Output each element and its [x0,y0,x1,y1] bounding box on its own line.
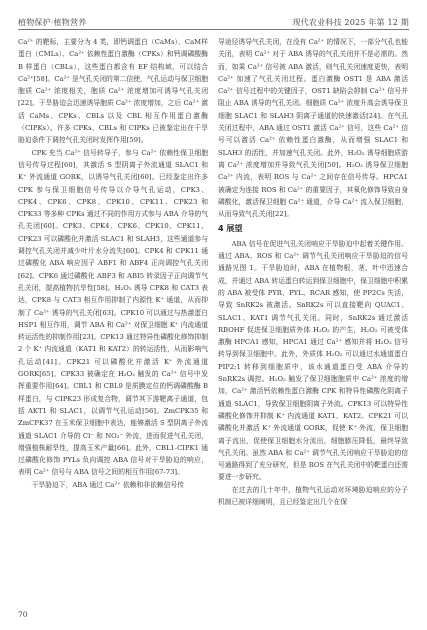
paragraph: 导途径诱导气孔关闭，在没有 Ca²⁺ 的情况下，一部分气孔也能关闭，表明 Ca²⁺ 对于 ABA 诱导的气孔关闭并不是必需的。然而，如果 Ca²⁺ 信号被 ABA 激活，则气孔关闭速度更快，表明 Ca²⁺ 加速了气孔关闭过程。蛋白激酶 OST1 是 ABA 激活 Ca²⁺ 信号过程中的关键因子，OST1 缺陷会抑制 Ca²⁺ 信号并阻止 ABA 诱导的气孔关闭。细胞质 Ca²⁺ 浓度升高会诱导保卫细胞 SLAC1 和 SLAH3 阴离子通道的快速激活[24]。在气孔关闭过程中，ABA 通过 OST1 激活 Ca²⁺ 信号，这些 Ca²⁺ 信号可以激活 Ca²⁺ 依赖性蛋白激酶，从而增强 SLAC1 和 SLAH3 的活性，并加速气孔关闭。此外，H₂O₂ 诱导细胞质游离 Ca²⁺ 浓度增加并导致气孔关闭[50]。H₂O₂ 诱导保卫细胞 Ca²⁺ 内流，表明 ROS 与 Ca²⁺ 之间存在信号传导。HPCA1 被确定为连接 ROS 和 Ca²⁺ 的重要因子，其氧化修饰导致自身磷酸化，激活保卫细胞 Ca²⁺ 通道，介导 Ca²⁺ 流入保卫细胞，从而导致气孔关闭[22]。 [218,38,408,219]
journal-issue-label: 现代农业科技 2025 年第 12 期 [292,18,409,27]
section-heading: 4 展望 [218,224,243,234]
paragraph: 干旱胁迫下，ABA 通过 Ca²⁺ 依赖和非依赖信号传 [31,480,184,489]
left-column [18,36,208,606]
paragraph: CPK 充当 Ca²⁺ 信号转导子，参与 Ca²⁺ 依赖性保卫细胞信号传导过程[60]，其激活 S 型阴离子外流通道 SLAC1 和 K⁺ 外流通道 GORK，以诱导气孔关闭[60]。已经鉴定出许多 CPK 参与保卫细胞信号传导以介导气孔运动，CPK3、CPK4、CPK6、CPK8、CPK10、CPK11、CPK23 和 CPK33 等多种 CPKs 通过不同的作用方式参与 ABA 介导的气孔关闭[60]。CPK3、CPK4、CPK6、CPK10、CPK11、CPK23 可以磷酸化并激活 SLAC1 和 SLAH3，这些通道参与调控气孔关闭并减少叶片水分流失[60]。CPK4 和 CPK11 通过磷酸化 ABA 响应因子 ABF1 和 ABF4 正向调控气孔关闭[62]。CPK6 通过磷酸化 ABF3 和 ABI5 转录因子正向调节气孔关闭，提高植物抗旱性[58]。H₂O₂ 诱导 CPK8 和 CAT3 表达，CPK8 与 CAT3 相互作用抑制了内源性 K⁺ 通道，从而抑制了 Ca²⁺ 诱导的气孔关闭[63]。CPK10 可以通过与热激蛋白 HSP1 相互作用，调节 ABA 和 Ca²⁺ 对保卫细胞 K⁺ 内流通道转运活性的抑制作用[23]。CPK13 通过特异性磷酸化修饰抑制 2 个 K⁺ 内流通道（KAT1 和 KAT2）的转运活性，从而影响气孔运动[41]。CPK21 可以磷酸化并激活 K⁺ 外流通道 GORK[65]。CPK33 被确定在 H₂O₂ 触发的 Ca²⁺ 信号中发挥重要作用[64]。CBL1 和 CBL9 是质膜定位的钙调磷酸酶 B 样蛋白，与 CIPK23 形成复合物，调节其下游靶离子通道，包括 AKT1 和 SLAC1，以调节气孔运动[56]。ZmCPK35 和 ZmCPK37 在玉米保卫细胞中表达，能够激活 S 型阴离子外流通道 SLAC1 介导的 Cl⁻ 和 NO₃⁻ 外流，进而促进气孔关闭，增强植株耐旱性，提高玉米产量[66]。此外，CBL1-CIPK1 通过磷酸化修饰 PYLs 负向调控 ABA 信号对干旱胁迫的响应，表明 Ca²⁺ 信号与 ABA 信号之间的相互作用[67-73]。 [18,148,208,477]
journal-section-label: 植物保护·植物营养 [18,18,87,27]
right-column [218,36,408,606]
page-number: 70 [18,610,28,619]
paragraph: 在过去的几十年中，植物气孔运动对环境胁迫响应的分子机制已被详细阐明，且已经鉴定出几个在保 [218,485,408,506]
running-header [18,12,409,28]
header-rule [18,29,409,30]
paragraph: Ca²⁺ 的靶标，主要分为 4 类，即钙调蛋白（CaMs）、CaM样蛋白（CMLs）、Ca²⁺ 依赖性蛋白激酶（CPKs）和钙调磷酸酶 B 样蛋白（CBLs），这些蛋白都含有 EF 结构域，可以结合 Ca²⁺[58]。Ca²⁺ 是气孔关闭的第二信使，气孔运动与保卫细胞胞质 Ca²⁺ 浓度相关，胞质 Ca²⁺ 浓度增加可诱导气孔关闭[22]。干旱胁迫会迅速诱导胞质 Ca²⁺ 浓度增加，之后 Ca²⁺ 激活 CaMs、CPKs、CBLs 以及 CBL 相互作用蛋白激酶（CIPKs）。许多 CPKs、CBLs 和 CIPKs 已被鉴定出在干旱胁迫条件下调控气孔关闭时发挥作用[59]。 [18,38,208,145]
paragraph: ABA 信号在促进气孔关闭响应干旱胁迫中起着关键作用。通过 ABA、ROS 和 Ca²⁺ 调节气孔关闭响应干旱胁迫的信号通路见图 1。干旱胁迫时，ABA 在植物根、茎、叶中迅速合成，并通过 ABA 转运蛋白转运到保卫细胞中，保卫细胞中积累的 ABA 被受体 PYR、PYL、RCAR 感知，使 PP2Cs 失活，导致 SnRK2s 被激活。SnRK2s 可以直接靶向 QUAC1、SLAC1、KAT1 调节气孔关闭。同时，SnRK2s 通过激活 RBOHF 促进保卫细胞质外体 H₂O₂ 的产生，H₂O₂ 可被受体激酶 HPCA1 感知，HPCA1 通过 Ca²⁺ 感知并将 H₂O₂ 信号转导到保卫细胞中。此外，外质体 H₂O₂ 可以通过水通道蛋白 PIP2;1 转移到细胞质中，该水通道蛋白受 ABA 介导的 SnRK2s 调控。H₂O₂ 触发了保卫细胞胞质中 Ca²⁺ 浓度的增加，Ca²⁺ 激活钙依赖性蛋白激酶 CPK 和特异性磷酸化阴离子通道 SLAC1，导致保卫细胞阴离子外流。CPK13 可以特异性磷酸化修饰并抑制 K⁺ 内流通道 KAT1、KAT2。CPK21 可以磷酸化并激活 K⁺ 外流通道 GORK，促使 K⁺ 外流，保卫细胞离子流出，促使保卫细胞水分流出，细胞膨压降低，最终导致气孔关闭。虽然 ABA 和 Ca²⁺ 调节气孔关闭响应干旱胁迫的信号通路得到了充分研究，但是 ROS 在气孔关闭中的靶蛋白还需要进一步研究。 [218,239,408,482]
